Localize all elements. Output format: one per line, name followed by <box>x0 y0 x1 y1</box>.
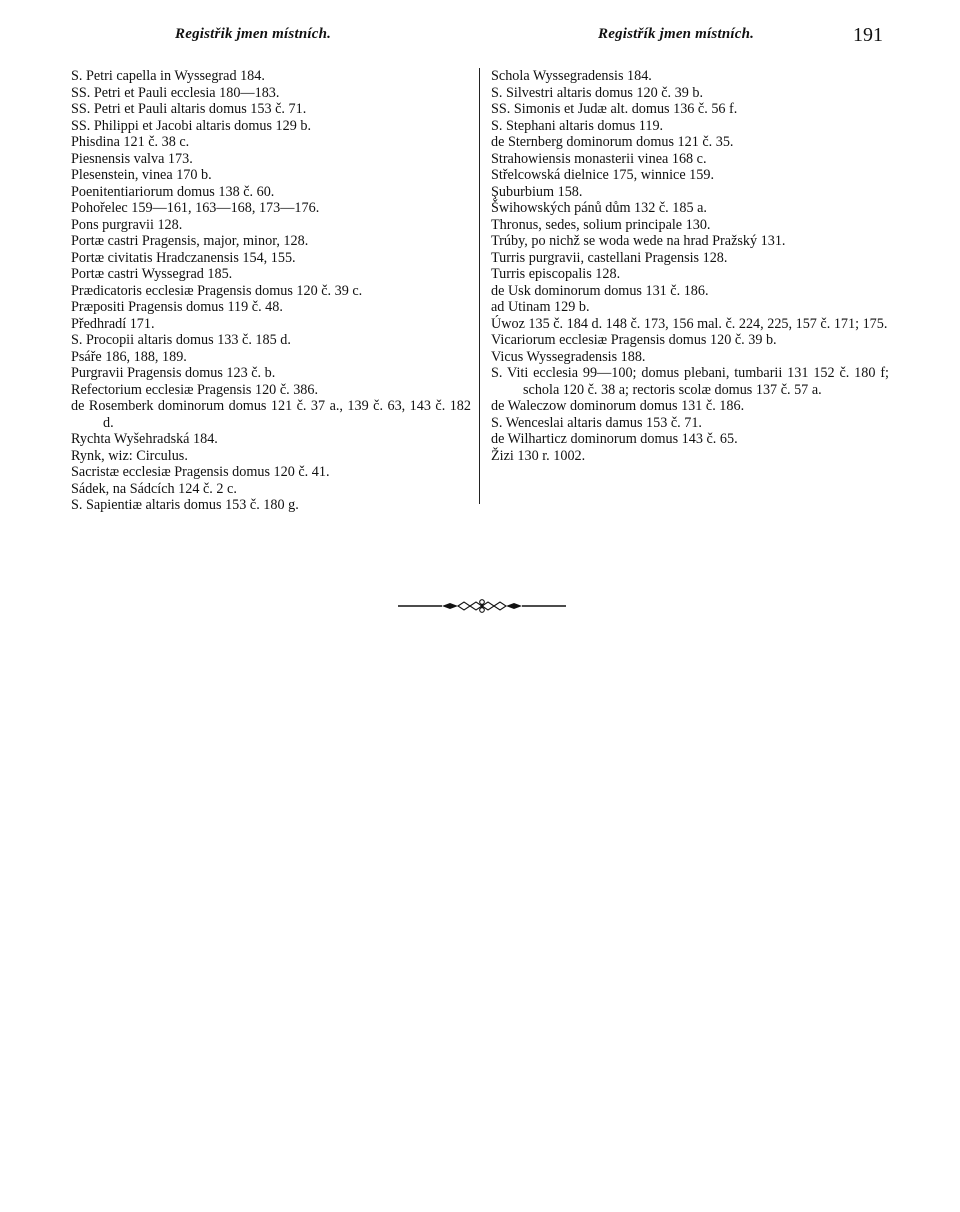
index-entry: de Waleczow dominorum domus 131 č. 186. <box>491 398 745 414</box>
index-entry: S. Viti ecclesia 99—100; domus plebani, tumbarii 131 152 č. 180 f; schola 120 č. 38 a; rectoris scolæ domus 137 č. 57 a. <box>491 365 889 398</box>
index-entry: Portæ castri Pragensis, major, minor, 128. <box>71 233 309 249</box>
index-column-left <box>71 68 471 514</box>
index-entry: Plesenstein, vinea 170 b. <box>71 167 212 183</box>
index-entry: Vicariorum ecclesiæ Pragensis domus 120 č. 39 b. <box>491 332 777 348</box>
index-column-right <box>491 68 889 464</box>
index-entry: de Wilharticz dominorum domus 143 č. 65. <box>491 431 738 447</box>
index-entry: Sádek, na Sádcích 124 č. 2 c. <box>71 480 237 497</box>
index-entry: Turris purgravii, castellani Pragensis 128. <box>491 249 728 266</box>
index-entry: Piesnensis valva 173. <box>71 150 193 167</box>
running-head-right: Registřík jmen místních. <box>598 26 755 42</box>
index-entry: Phisdina 121 č. 38 c. <box>71 134 190 150</box>
index-entry: de Rosemberk dominorum domus 121 č. 37 a., 139 č. 63, 143 č. 182 d. <box>71 398 471 431</box>
index-entry: Sacristæ ecclesiæ Pragensis domus 120 č. 41. <box>71 464 330 480</box>
index-entry: Vicus Wyssegradensis 188. <box>491 348 646 365</box>
index-entry: Prædicatoris ecclesiæ Pragensis domus 120 č. 39 c. <box>71 282 363 299</box>
index-entry: SS. Simonis et Judæ alt. domus 136 č. 56 f. <box>491 101 738 117</box>
index-entry: S. Procopii altaris domus 133 č. 185 d. <box>71 332 291 348</box>
index-entry: SS. Petri et Pauli ecclesia 180—183. <box>71 84 280 101</box>
index-entry: S. Stephani altaris domus 119. <box>491 117 664 134</box>
index-entry: Rychta Wyšehradská 184. <box>71 431 218 447</box>
index-entry: Purgravii Pragensis domus 123 č. b. <box>71 365 276 381</box>
index-entry: Pohořelec 159—161, 163—168, 173—176. <box>71 200 320 216</box>
index-entry: Præpositi Pragensis domus 119 č. 48. <box>71 299 283 315</box>
index-entry: Rynk, wiz: Circulus. <box>71 447 188 464</box>
index-entry: Schola Wyssegradensis 184. <box>491 68 652 84</box>
index-entry: Portæ castri Wyssegrad 185. <box>71 266 233 282</box>
column-divider <box>479 68 480 504</box>
index-entry: S. Silvestri altaris domus 120 č. 39 b. <box>491 84 704 101</box>
index-entry: Žizi 130 r. 1002. <box>491 447 586 464</box>
index-entry: S. Sapientiæ altaris domus 153 č. 180 g. <box>71 497 299 513</box>
index-entry: Poenitentiariorum domus 138 č. 60. <box>71 183 275 200</box>
running-head-left: Registřik jmen místních. <box>175 26 332 42</box>
index-entry: Úwoz 135 č. 184 d. 148 č. 173, 156 mal. č. 224, 225, 157 č. 171; 175. <box>491 315 888 332</box>
end-of-text-ornament-icon <box>398 597 566 615</box>
index-entry: Trúby, po nichž se woda wede na hrad Pražský 131. <box>491 233 786 249</box>
index-entry: Turris episcopalis 128. <box>491 266 621 282</box>
index-entry: Psáře 186, 188, 189. <box>71 348 187 365</box>
index-entry: Šwihowských pánů dům 132 č. 185 a. <box>491 200 707 216</box>
index-entry: Portæ civitatis Hradczanensis 154, 155. <box>71 249 296 266</box>
index-entry: de Sternberg dominorum domus 121 č. 35. <box>491 134 734 150</box>
index-entry: ad Utinam 129 b. <box>491 299 590 315</box>
index-entry: Strahowiensis monasterii vinea 168 c. <box>491 150 707 167</box>
index-entry: Refectorium ecclesiæ Pragensis 120 č. 386. <box>71 381 319 398</box>
index-entry: de Usk dominorum domus 131 č. 186. <box>491 282 709 299</box>
index-entry: Şuburbium 158. <box>491 183 583 200</box>
index-entry: Předhradí 171. <box>71 315 155 332</box>
index-entry: Pons purgravii 128. <box>71 216 183 233</box>
index-entry: Thronus, sedes, solium principale 130. <box>491 216 711 233</box>
index-entry: Střelcowská dielnice 175, winnice 159. <box>491 167 715 183</box>
index-entry: SS. Petri et Pauli altaris domus 153 č. 71. <box>71 101 307 117</box>
index-entry: S. Petri capella in Wyssegrad 184. <box>71 68 265 84</box>
index-entry: SS. Philippi et Jacobi altaris domus 129 b. <box>71 117 312 134</box>
page-number: 191 <box>853 24 883 46</box>
page-header <box>0 26 960 50</box>
index-entry: S. Wenceslai altaris damus 153 č. 71. <box>491 414 702 431</box>
